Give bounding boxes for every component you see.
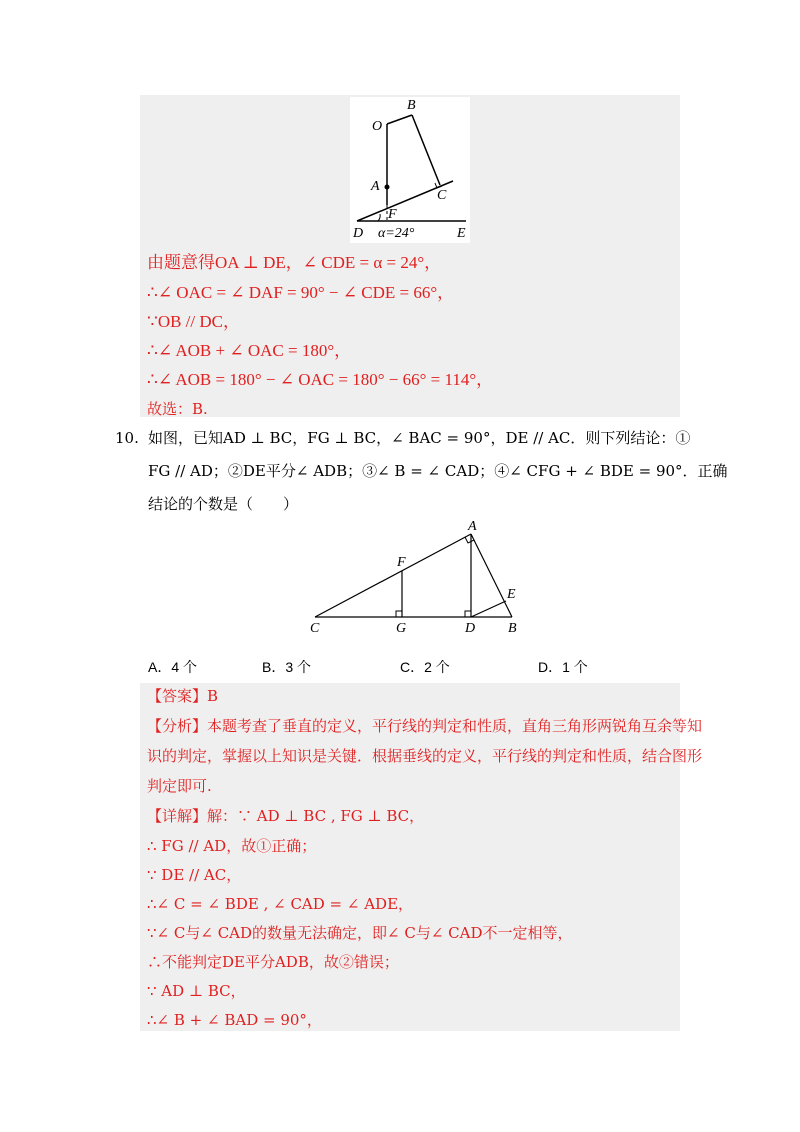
- step-line-6: ∴不能判定DE平分ADB，故②错误；: [147, 953, 399, 971]
- analysis-line-1: 【分析】本题考查了垂直的定义，平行线的判定和性质，直角三角形两锐角互余等知: [147, 717, 703, 735]
- step-line-1: 【详解】解：∵ AD ⊥ BC , FG ⊥ BC，: [147, 807, 425, 825]
- label-A: A: [371, 179, 380, 194]
- label-E: E: [457, 226, 466, 241]
- angle-label: α=24°: [378, 226, 415, 241]
- label-G: G: [396, 621, 407, 636]
- label-O: O: [372, 119, 383, 134]
- figure-q10: [300, 518, 530, 638]
- step-line-2: ∴ FG // AD，故①正确；: [147, 837, 317, 855]
- label-C: C: [310, 621, 320, 636]
- figure-q9: [350, 97, 470, 243]
- step-line-7: ∵ AD ⊥ BC，: [147, 982, 246, 1000]
- label-F: F: [397, 555, 406, 570]
- question-line-3: 结论的个数是（ ）: [148, 495, 299, 513]
- analysis-line-3: 判定即可.: [147, 777, 212, 795]
- solution9-line-5: ∴∠ AOB = 180° − ∠ OAC = 180° − 66° = 114°，: [147, 370, 494, 389]
- label-D: D: [353, 226, 364, 241]
- solution9-line-3: ∵OB // DC，: [147, 312, 240, 331]
- option-a[interactable]: A．4 个: [148, 659, 198, 675]
- label-F: F: [388, 207, 397, 222]
- solution9-line-2: ∴∠ OAC = ∠ DAF = 90° − ∠ CDE = 66°，: [147, 283, 455, 302]
- step-line-3: ∵ DE // AC，: [147, 866, 242, 884]
- step-line-4: ∴∠ C = ∠ BDE , ∠ CAD = ∠ ADE，: [147, 895, 414, 913]
- step-line-8: ∴∠ B + ∠ BAD = 90°，: [147, 1011, 322, 1029]
- label-E: E: [507, 587, 516, 602]
- solution9-line-6: 故选：B.: [147, 400, 208, 418]
- option-d[interactable]: D．1 个: [538, 659, 588, 675]
- solution9-line-4: ∴∠ AOB + ∠ OAC = 180°，: [147, 341, 352, 360]
- answer-tag: 【答案】B: [147, 687, 219, 705]
- solution9-line-1: 由题意得OA ⊥ DE，∠ CDE = α = 24°，: [147, 253, 442, 272]
- label-B: B: [508, 621, 517, 636]
- label-A: A: [468, 519, 477, 534]
- analysis-line-2: 识的判定，掌握以上知识是关键．根据垂线的定义，平行线的判定和性质，结合图形: [147, 747, 703, 765]
- question-line-1: 如图，已知AD ⊥ BC，FG ⊥ BC，∠ BAC = 90°，DE // AC．则下列结论：①: [148, 429, 691, 447]
- option-c[interactable]: C．2 个: [400, 659, 450, 675]
- question-line-2: FG // AD；②DE平分∠ ADB；③∠ B = ∠ CAD；④∠ CFG + ∠ BDE = 90°．正确: [148, 462, 728, 480]
- option-b[interactable]: B．3 个: [262, 659, 312, 675]
- label-D: D: [465, 621, 476, 636]
- step-line-5: ∵∠ C与∠ CAD的数量无法确定，即∠ C与∠ CAD不一定相等，: [147, 924, 573, 942]
- label-C: C: [437, 188, 447, 203]
- label-B: B: [407, 98, 416, 113]
- question-number: 10.: [115, 429, 139, 447]
